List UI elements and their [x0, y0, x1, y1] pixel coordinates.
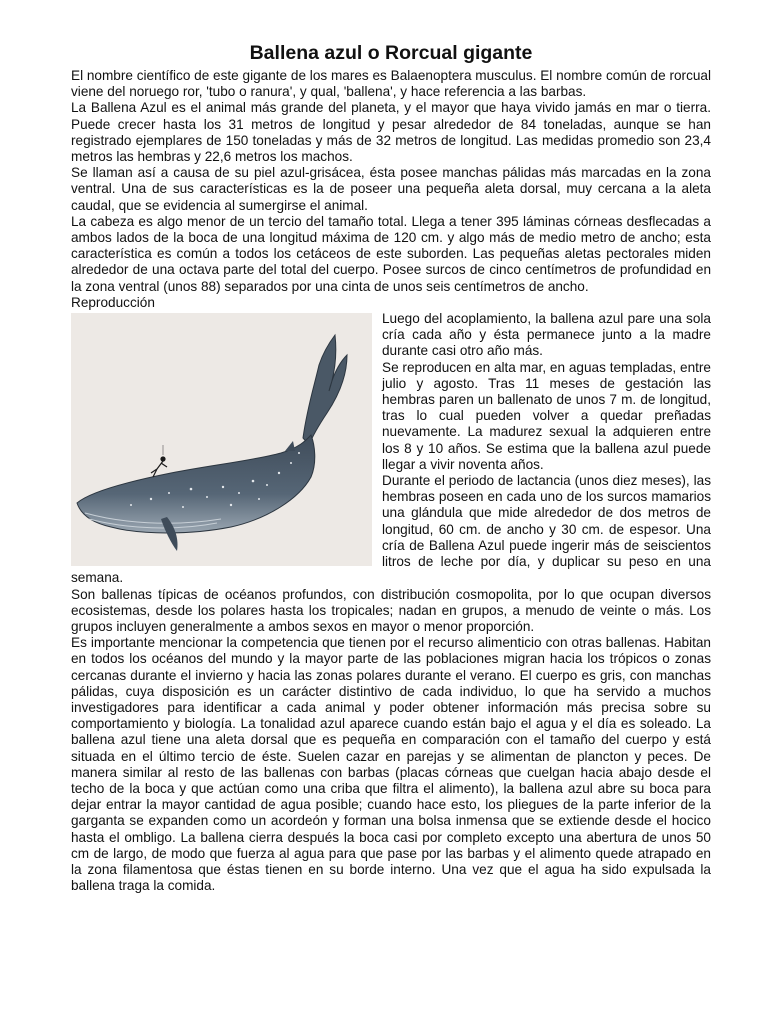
- whale-tail-fluke: [303, 335, 347, 445]
- paragraph-lactation: Durante el periodo de lactancia (unos diez meses), las hembras poseen en cada uno de los surcos mamarios una glándula que mide alrededor de dos metros de longitud, 60 cm. de ancho y 30 cm. de espesor. Una cría de Ballena Azul puede ingerir más de seiscientos litros de leche por día, y duplicar su peso en una semana.: [71, 473, 711, 586]
- section-heading-reproduction: Reproducción: [71, 294, 155, 310]
- blue-whale-illustration: [71, 313, 372, 566]
- document-title: Ballena azul o Rorcual gigante: [249, 42, 533, 64]
- whale-body: [77, 435, 315, 533]
- paragraph-mating: Luego del acoplamiento, la ballena azul pare una sola cría cada año y ésta permanece junto a la madre durante casi otro año más.: [382, 311, 711, 359]
- paragraph-gestation: Se reproducen en alta mar, en aguas templadas, entre julio y agosto. Tras 11 meses de gestación las hembras paren un ballenato de unos 7 m. de longitud, tras lo cual pueden volver a quedar preñadas nuevamente. La madurez sexual la adquieren entre los 8 y 10 años. Se estima que la ballena azul puede llegar a vivir noventa años.: [382, 359, 711, 472]
- paragraph-feeding: Es importante mencionar la competencia que tienen por el recurso alimenticio con otras ballenas. Habitan en todos los océanos del mundo y la mayor parte de las poblaciones migran hacia los trópicos o zonas cercanas durante el invierno y hacia las zonas polares durante el verano. El cuerpo es gris, con manchas pálidas, cuya disposición es un carácter distintivo de cada individuo, lo que ha servido a muchos investigadores para identificar a cada animal y poder obtener información más precisa sobre su comportamiento y biología. La tonalidad azul aparece cuando están bajo el agua y el día es soleado. La ballena azul tiene una aleta dorsal que es pequeña en comparación con el tamaño del cuerpo y está situada en el último tercio de éste. Suelen cazar en parejas y se alimentan de plancton y peces. De manera similar al resto de las ballenas con barbas (placas córneas que cuelgan hacia abajo desde el techo de la boca y que actúan como una criba que filtra el alimento), la ballena azul abre su boca para dejar entrar la mayor cantidad de agua posible; cuando hace esto, los pliegues de la parte inferior de la garganta se expanden como un acordeón y forman una bolsa inmensa que se extiende desde el hocico hasta el ombligo. La ballena cierra después la boca casi por completo excepto una abertura de unos 50 cm de largo, de modo que fuerza al agua para que pase por las barbas y el alimento quede atrapado en la zona filamentosa que éstas tienen en su borde interno. Una vez que el agua ha sido expulsada la ballena traga la comida.: [71, 635, 711, 894]
- paragraph-distribution: Son ballenas típicas de océanos profundos, con distribución cosmopolita, por lo que ocupan diversos ecosistemas, desde los polares hasta los tropicales; nadan en grupos, a menudo de veinte o más. Los grupos incluyen generalmente a ambos sexos en mayor o menor proporción.: [71, 586, 711, 634]
- paragraph-size: La Ballena Azul es el animal más grande del planeta, y el mayor que haya vivido jamás en mar o tierra. Puede crecer hasta los 31 metros de longitud y pesar alrededor de 84 toneladas, aunque se han registrado ejemplares de 150 toneladas y más de 32 metros de longitud. Las medidas promedio son 23,4 metros las hembras y 22,6 metros los machos.: [71, 100, 711, 165]
- document-page: [71, 42, 711, 894]
- paragraph-skin: Se llaman así a causa de su piel azul-grisácea, ésta posee manchas pálidas más marcadas en la zona ventral. Una de sus características es la de poseer una pequeña aleta dorsal, muy cercana a la aleta caudal, que se evidencia al sumergirse el animal.: [71, 165, 711, 213]
- blue-whale-drawing: [71, 313, 372, 566]
- paragraph-head: La cabeza es algo menor de un tercio del tamaño total. Llega a tener 395 láminas córneas desflecadas a ambos lados de la boca de una longitud máxima de 120 cm. y algo más de medio metro de ancho; esta característica es común a todos los cetáceos de este suborden. Las pequeñas aletas pectorales miden alrededor de una octava parte del total del cuerpo. Posee surcos de cinco centímetros de profundidad en la zona ventral (unos 88) separados por una cinta de unos seis centímetros de ancho.: [71, 213, 711, 294]
- paragraph-scientific-name: El nombre científico de este gigante de los mares es Balaenoptera musculus. El nombre común de rorcual viene del noruego ror, 'tubo o ranura', y qual, 'ballena', y hace referencia a las barbas.: [71, 68, 712, 100]
- diver-figure: [151, 445, 167, 477]
- whale-dorsal-fin: [285, 441, 295, 451]
